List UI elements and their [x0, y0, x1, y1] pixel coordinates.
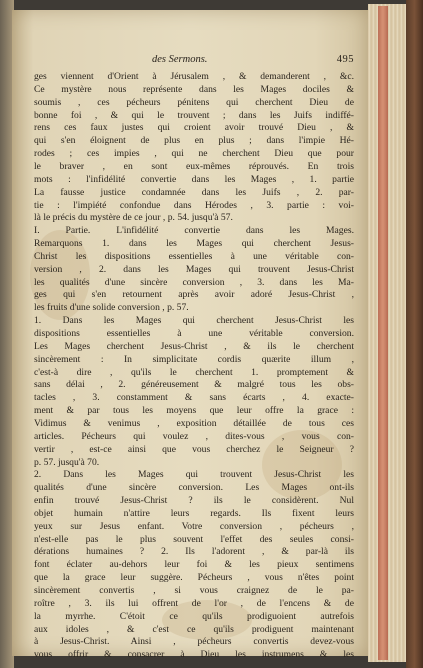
text-line: yeux sur Jesus enfant. Votre conversion , pécheurs ,	[34, 520, 354, 532]
text-line: vertir , est-ce ainsi que vous cherchez le Seigneur ?	[34, 443, 354, 455]
text-line: bonne foi , & qui le trouvent ; dans les Juifs indiffé-	[34, 109, 354, 121]
book-page	[12, 10, 368, 661]
text-line: Remarquons 1. dans les Mages qui cherchent Jesus-	[34, 238, 354, 250]
text-line: La fausse justice condamnée dans les Juifs , 2. par-	[34, 186, 354, 198]
text-line: là le précis du mystère de ce jour , p. 54. jusqu'à 57.	[34, 212, 233, 224]
text-line: I. Partie. L'infidélité convertie dans les Mages.	[34, 225, 354, 237]
text-line: enfin trouvé Jesus-Christ ? ils le considèrent. Nul	[34, 495, 354, 507]
text-line: sincèrement : In simplicitate cordis quærite illum ,	[34, 353, 354, 365]
text-line: que la grace leur suggère. Pécheurs , vous n'êtes point	[34, 572, 354, 584]
text-line: mots : l'infidélité convertie dans les Mages , 1. partie	[34, 173, 354, 185]
text-line: ges qui s'en retournent après avoir adoré Jesus-Christ ,	[34, 289, 354, 301]
text-line: c'est-à dire , qu'ils le cherchent 1. promptement &	[34, 366, 354, 378]
text-line: articles. Pécheurs qui voulez , dites-vous , vous con-	[34, 430, 354, 442]
text-line: n'est-elle pas le plus souvent l'effet des seules consi-	[34, 533, 354, 545]
book-cover	[406, 0, 423, 668]
text-line: soumis , ces pécheurs pénitens qui cherchent Dieu de	[34, 96, 354, 108]
text-line: ges viennent d'Orient à Jérusalem , & demanderent , &c.	[34, 71, 354, 82]
text-line: Les Mages cherchent Jesus-Christ , & ils le cherchent	[34, 340, 354, 352]
text-line: roître , 3. ils lui offrent de l'or , de l'encens & de	[34, 597, 354, 609]
text-line: Christ les dispositions essentielles à une véritable con-	[34, 250, 354, 262]
text-line: tacles , 3. constamment & sans écarts , 4. exacte-	[34, 392, 354, 404]
text-line: Ce mystère nous représente dans les Mages dociles &	[34, 83, 354, 95]
text-line: à Jesus-Christ. Ainsi , pécheurs convertis devez-vous	[34, 636, 354, 648]
text-line: qualités d'une sincère conversion. Les Mages ont-ils	[34, 482, 354, 494]
text-line: aux idoles , & c'est ce qu'ils prodiguent maintenant	[34, 623, 354, 635]
text-line: rodes ; ces impies , qui ne cherchent Dieu que pour	[34, 148, 354, 160]
text-line: font éclater au-dehors leur foi & les pieux sentimens	[34, 559, 354, 571]
header-title: des Sermons.	[152, 54, 208, 65]
text-line: dispositions essentielles à une véritable conversion.	[34, 328, 354, 339]
running-header	[34, 54, 354, 68]
text-line: rens ces faux justes qui croient avoir trouvé Dieu , &	[34, 122, 354, 134]
text-line: les qualités d'une sincère conversion , 3. dans les Ma-	[34, 276, 354, 288]
text-line: sincèrement convertis , si vous craignez de le pa-	[34, 585, 354, 596]
text-line: qui s'en éloignent de plus en plus ; dans l'impie Hé-	[34, 135, 354, 147]
page-number: 495	[336, 54, 354, 65]
text-line: objet humain n'attire leurs regards. Ils fixent leurs	[34, 507, 354, 519]
text-line: sans délai , 2. généreusement & malgré tous les obs-	[34, 379, 354, 391]
text-line: p. 57. jusqu'à 70.	[34, 456, 100, 468]
text-line: le braver , en sont eux-mêmes réprouvés. En trois	[34, 160, 354, 172]
text-line: Vidimus & venimus , exposition détaillée de tous ces	[34, 417, 354, 429]
text-line: 2. Dans les Mages qui trouvent Jesus-Christ les	[34, 469, 354, 481]
text-line: ment & par tous les moyens que leur offre la grace :	[34, 405, 354, 417]
text-line: dérations humaines ? 2. Ils l'adorent , & par-là ils	[34, 546, 354, 558]
text-line: version , 2. dans les Mages qui trouvent Jesus-Christ	[34, 263, 354, 275]
text-line: la myrrhe. C'étoit ce qu'ils prodiguoient autrefois	[34, 610, 354, 622]
red-page-edge	[378, 6, 388, 660]
text-line: les fruits d'une solide conversion , p. 57.	[34, 302, 189, 314]
text-line: vous offrir & consacrer à Dieu les instrumens & les	[34, 649, 354, 661]
text-line: tie : l'impiété confondue dans Hérodes , 3. partie : voi-	[34, 199, 354, 211]
text-line: 1. Dans les Mages qui cherchent Jesus-Christ les	[34, 315, 354, 327]
